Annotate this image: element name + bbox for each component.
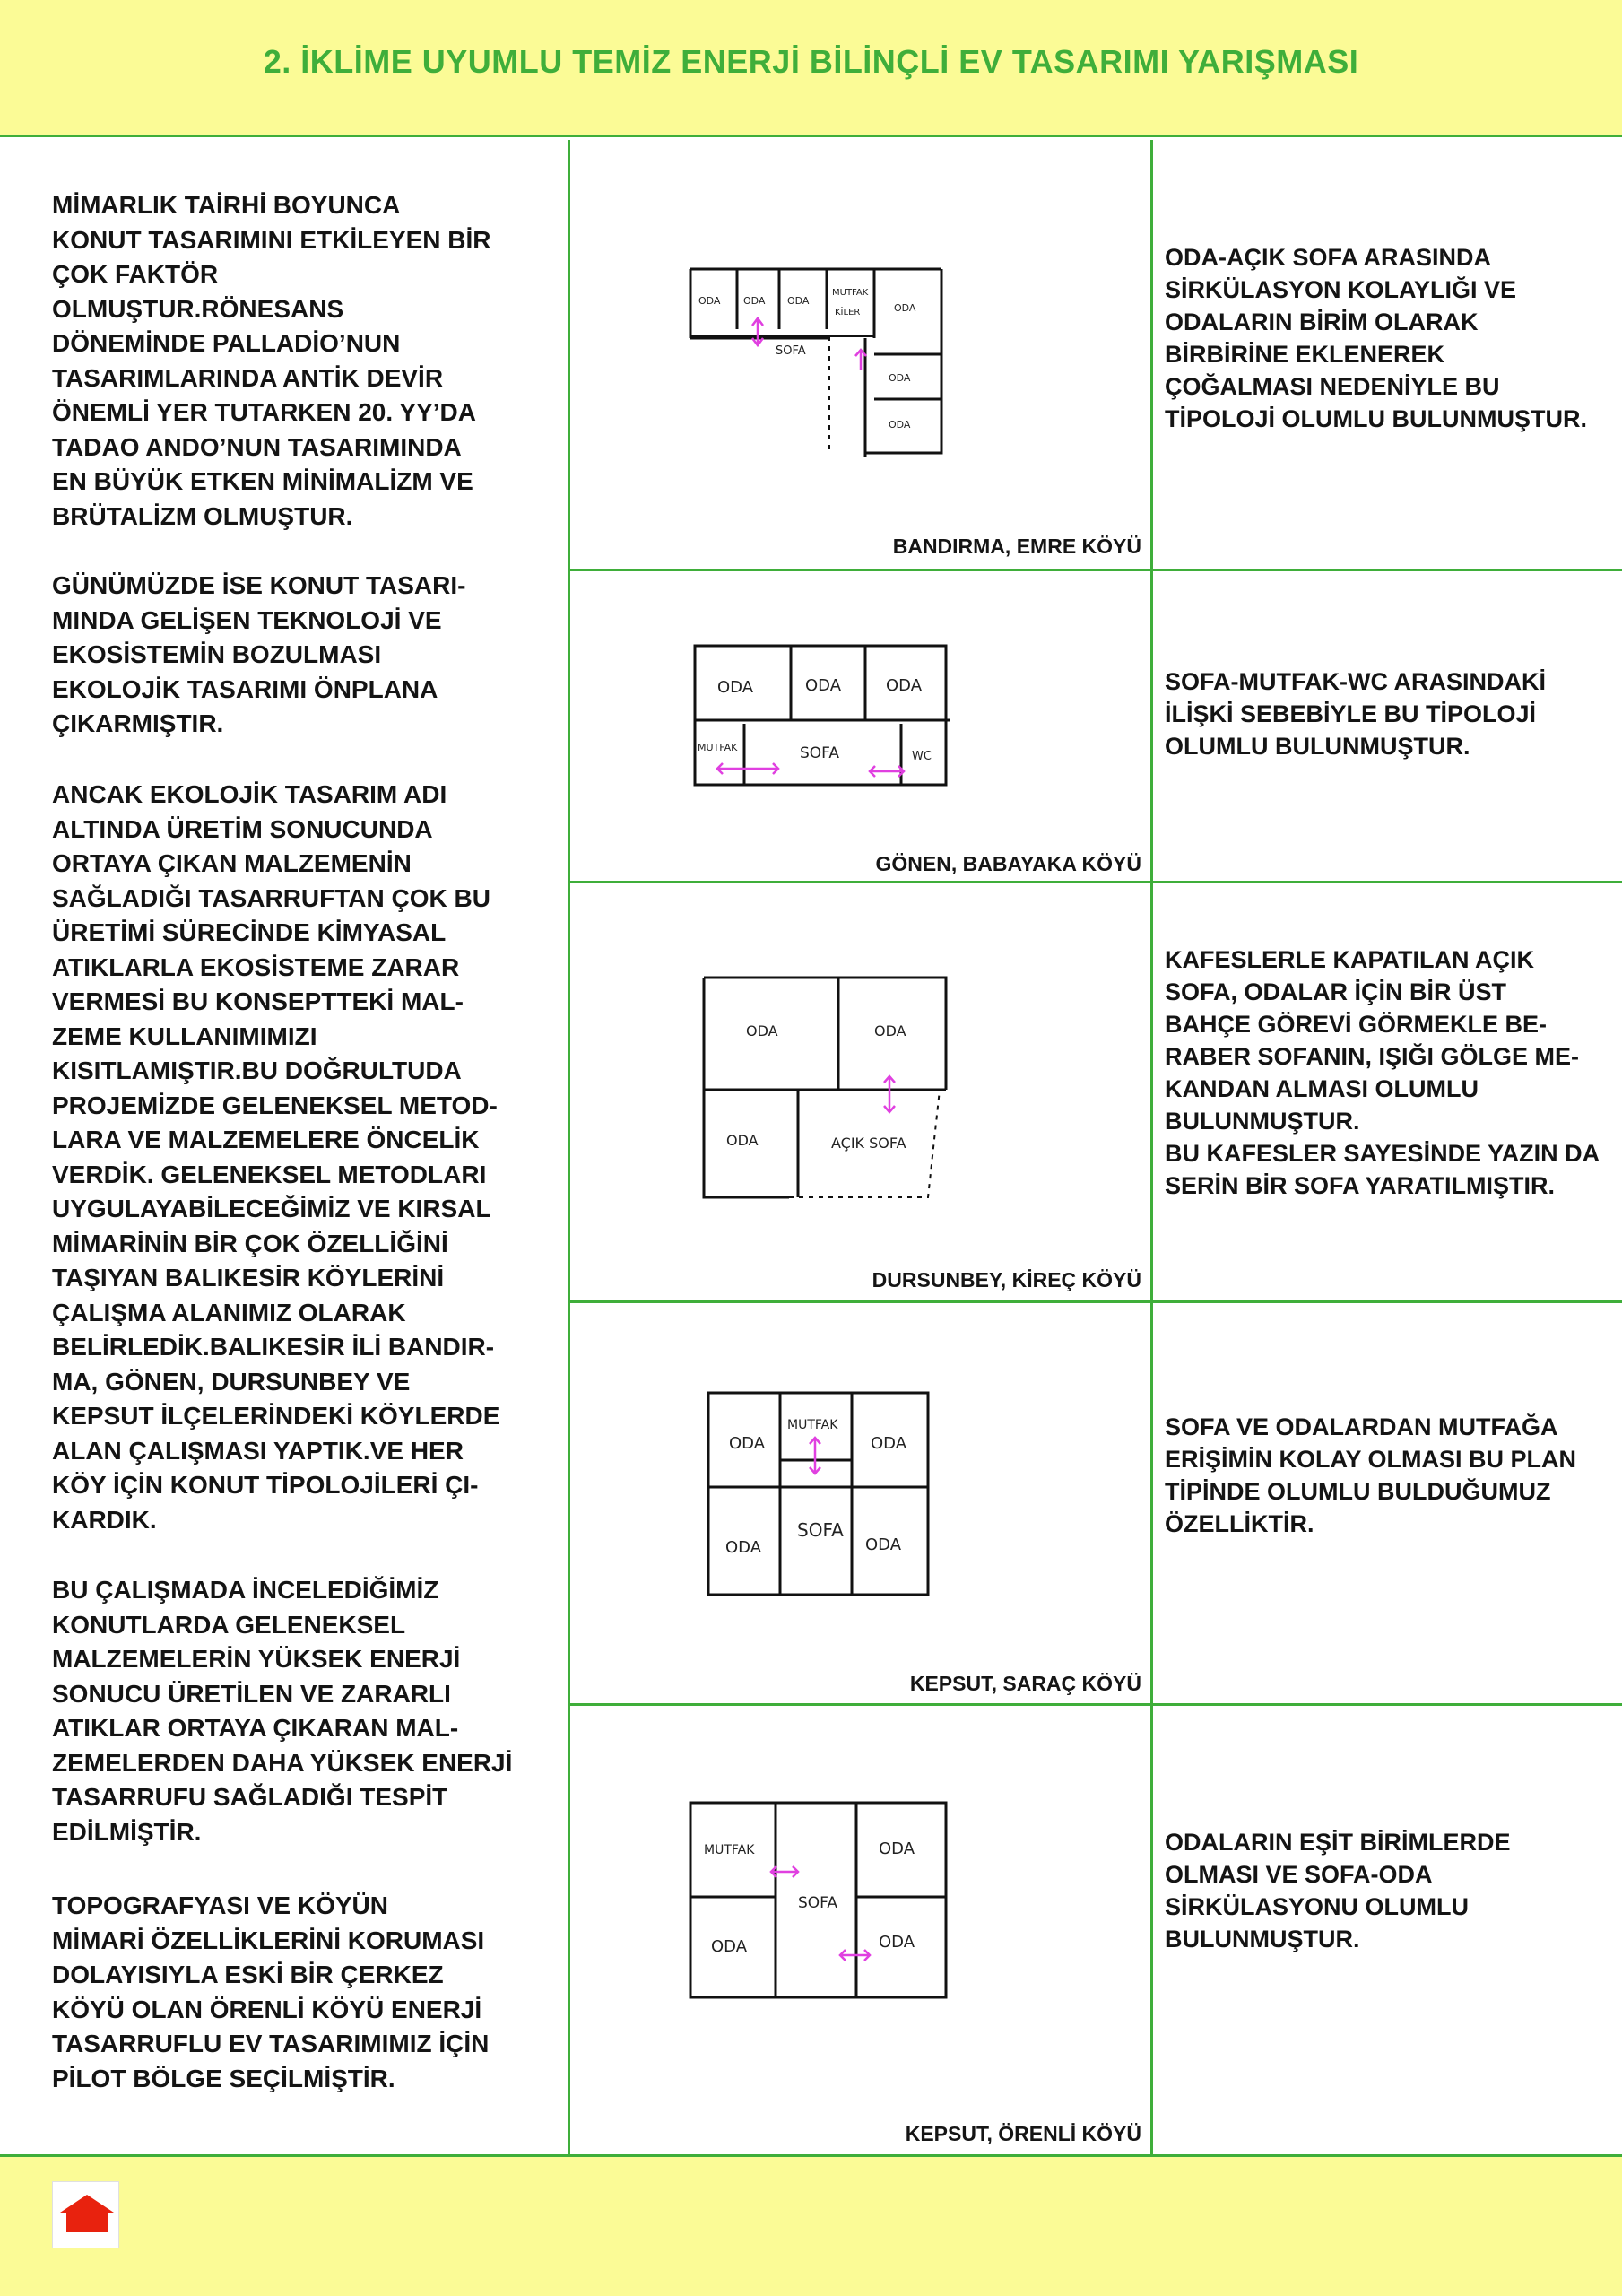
typology-caption-dursunbey: DURSUNBEY, KİREÇ KÖYÜ: [872, 1268, 1141, 1292]
row-divider: [570, 1300, 1622, 1303]
floor-plan-sarac: [704, 1388, 937, 1608]
room-label: ODA: [725, 1538, 762, 1557]
room-label: SOFA: [797, 1519, 844, 1541]
room-label: ODA: [889, 372, 911, 384]
room-label: MUTFAK: [698, 742, 738, 753]
room-label: MUTFAK: [787, 1418, 838, 1432]
room-label: ODA: [717, 678, 754, 697]
room-label: ODA: [805, 676, 842, 695]
typology-description-dursunbey: KAFESLERLE KAPATILAN AÇIK SOFA, ODALAR İÇİN BİR ÜST BAHÇE GÖREVİ GÖRMEKLE BE- RABER SOFANIN, IŞIĞI GÖLGE ME- KANDAN ALMASI OLUMLU BULUNMUŞTUR. BU KAFESLER SAYESİNDE YAZIN DA SERİN BİR SOFA YARATILMIŞTIR.: [1165, 946, 1600, 1199]
row-divider: [570, 881, 1622, 883]
room-label: ODA: [879, 1933, 915, 1952]
circulation-arrow: [771, 1866, 798, 1877]
floor-plan-gonen: [690, 641, 959, 798]
room-label: MUTFAK: [704, 1843, 755, 1857]
room-label: AÇIK SOFA: [831, 1135, 906, 1152]
room-label: ODA: [886, 676, 923, 695]
typology-caption-sarac: KEPSUT, SARAÇ KÖYÜ: [909, 1672, 1141, 1695]
room-label: MUTFAK: [832, 288, 869, 298]
floor-plan-orenli: [686, 1798, 964, 2009]
typology-description-sarac: SOFA VE ODALARDAN MUTFAĞA ERİŞİMİN KOLAY OLMASI BU PLAN TİPİNDE OLUMLU BULDUĞUMUZ ÖZELLİKTİR.: [1165, 1413, 1577, 1537]
intro-paragraph-1: MİMARLIK TAİRHİ BOYUNCA KONUT TASARIMINI ETKİLEYEN BİR ÇOK FAKTÖR OLMUŞTUR.RÖNESANS DÖNEMİNDE PALLADİO’NUN TASARIMLARINDA ANTİK DEVİR ÖNEMLİ YER TUTARKEN 20. YY’DA TADAO ANDO’NUN TASARIMINDA EN BÜYÜK ETKEN MİNİMALİZM VE BRÜTALİZM OLMUŞTUR.: [52, 191, 491, 530]
room-label: SOFA: [800, 744, 840, 762]
header-band: [0, 0, 1622, 137]
room-label: ODA: [879, 1839, 915, 1858]
row-divider: [570, 569, 1622, 571]
room-label: ODA: [889, 419, 911, 430]
room-label: ODA: [871, 1434, 907, 1453]
room-label: ODA: [787, 295, 810, 307]
room-label: WC: [912, 750, 932, 763]
intro-paragraph-4: BU ÇALIŞMADA İNCELEDİĞİMİZ KONUTLARDA GELENEKSEL MALZEMELERİN YÜKSEK ENERJİ SONUCU ÜRETİLEN VE ZARARLI ATIKLAR ORTAYA ÇIKARAN MAL- ZEMELERDEN DAHA YÜKSEK ENERJİ TASARRUFU SAĞLADIĞI TESPİT EDİLMİŞTİR.: [52, 1576, 513, 1846]
room-label: ODA: [865, 1535, 902, 1554]
room-label: SOFA: [798, 1894, 838, 1912]
room-label: ODA: [711, 1937, 748, 1956]
typology-caption-orenli: KEPSUT, ÖRENLİ KÖYÜ: [905, 2122, 1141, 2145]
typology-description-orenli: ODALARIN EŞİT BİRİMLERDE OLMASI VE SOFA-ODA SİRKÜLASYONU OLUMLU BULUNMUŞTUR.: [1165, 1829, 1511, 1952]
typology-description-gonen: SOFA-MUTFAK-WC ARASINDAKİ İLİŞKİ SEBEBİYLE BU TİPOLOJİ OLUMLU BULUNMUŞTUR.: [1165, 668, 1546, 760]
circulation-arrow: [884, 1076, 895, 1112]
room-label: ODA: [894, 302, 916, 314]
room-label: KİLER: [835, 308, 861, 317]
room-label: ODA: [874, 1022, 906, 1039]
room-label: ODA: [746, 1022, 778, 1039]
home-icon: [59, 2193, 115, 2238]
typology-description-bandirma: ODA-AÇIK SOFA ARASINDA SİRKÜLASYON KOLAYLIĞI VE ODALARIN BİRİM OLARAK BİRBİRİNE EKLENEREK ÇOĞALMASI NEDENİYLE BU TİPOLOJİ OLUMLU BULUNMUŞTUR.: [1165, 244, 1587, 432]
footer-band: [0, 2154, 1622, 2296]
intro-paragraph-3: ANCAK EKOLOJİK TASARIM ADI ALTINDA ÜRETİM SONUCUNDA ORTAYA ÇIKAN MALZEMENİN SAĞLADIĞI TASARRUFTAN ÇOK BU ÜRETİMİ SÜRECİNDE KİMYASAL ATIKLARLA EKOSİSTEME ZARAR VERMESİ BU KONSEPTTEKİ MAL- ZEME KULLANIMIMIZI KISITLAMIŞTIR.BU DOĞRULTUDA PROJEMİZDE GELENEKSEL METOD- LARA VE MALZEMELERE ÖNCELİK VERDİK. GELENEKSEL METODLARI UYGULAYABİLECEĞİMİZ VE KIRSAL MİMARİNİN BİR ÇOK ÖZELLİĞİNİ TAŞIYAN BALIKESİR KÖYLERİNİ ÇALIŞMA ALANIMIZ OLARAK BELİRLEDİK.BALIKESİR İLİ BANDIR- MA, GÖNEN, DURSUNBEY VE KEPSUT İLÇELERİNDEKİ KÖYLERDE ALAN ÇALIŞMASI YAPTIK.VE HER KÖY İÇİN KONUT TİPOLOJİLERİ ÇI- KARDIK.: [52, 780, 500, 1534]
page-title: 2. İKLİME UYUMLU TEMİZ ENERJİ BİLİNÇLİ EV TASARIMI YARIŞMASI: [263, 43, 1359, 80]
home-button[interactable]: [52, 2181, 119, 2248]
room-label: ODA: [698, 295, 721, 307]
circulation-arrow: [810, 1438, 820, 1474]
room-label: ODA: [729, 1434, 766, 1453]
circulation-arrow: [717, 763, 778, 774]
room-label: SOFA: [776, 344, 806, 358]
room-label: ODA: [726, 1132, 759, 1149]
typology-caption-bandirma: BANDIRMA, EMRE KÖYÜ: [892, 535, 1141, 558]
circulation-arrow: [752, 318, 763, 345]
circulation-arrow: [870, 766, 904, 777]
room-label: ODA: [743, 295, 766, 307]
typology-caption-gonen: GÖNEN, BABAYAKA KÖYÜ: [875, 852, 1141, 875]
intro-paragraph-5: TOPOGRAFYASI VE KÖYÜN MİMARİ ÖZELLİKLERİNİ KORUMASI DOLAYISIYLA ESKİ BİR ÇERKEZ KÖYÜ OLAN ÖRENLİ KÖYÜ ENERJİ TASARRUFLU EV TASARIMIMIZ İÇİN PİLOT BÖLGE SEÇİLMİŞTİR.: [52, 1892, 490, 2092]
row-divider: [570, 1703, 1622, 1706]
floor-plan-dursunbey: [699, 969, 968, 1215]
floor-plan-bandirma: [686, 265, 955, 466]
intro-paragraph-2: GÜNÜMÜZDE İSE KONUT TASARI- MINDA GELİŞEN TEKNOLOJİ VE EKOSİSTEMİN BOZULMASI EKOLOJİK TASARIMI ÖNPLANA ÇIKARMIŞTIR.: [52, 571, 466, 737]
